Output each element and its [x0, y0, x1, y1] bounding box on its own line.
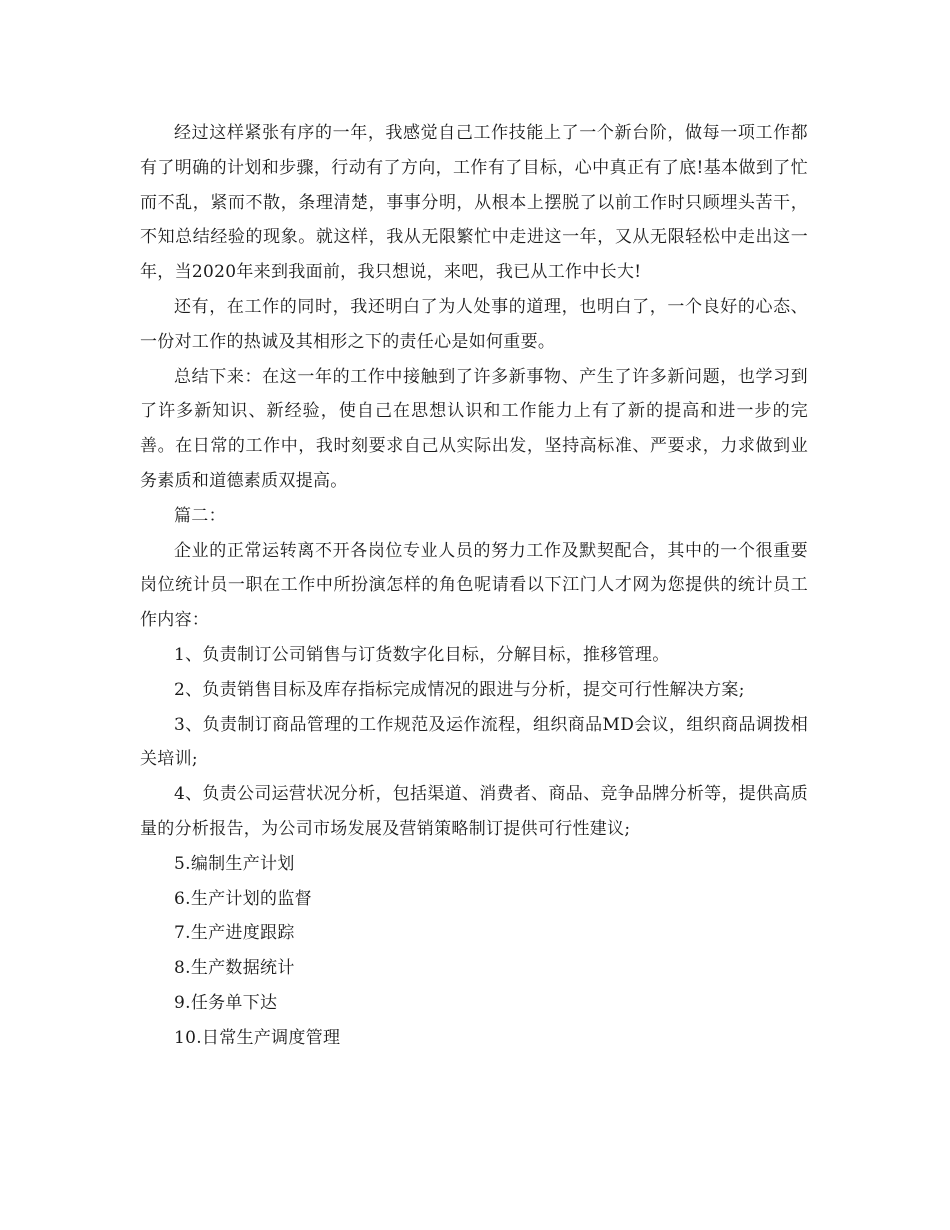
list-item-duty-10: 10.日常生产调度管理 [174, 1027, 341, 1048]
list-item-duty-3: 3、负责制订商品管理的工作规范及运作流程，组织商品MD会议，组织商品调拨相关培训; [140, 714, 808, 770]
paragraph-statistician-intro: 企业的正常运转离不开各岗位专业人员的努力工作及默契配合，其中的一个很重要岗位统计员一职在工作中所扮演怎样的角色呢请看以下江门人才网为您提供的统计员工作内容： [140, 540, 808, 631]
list-item-duty-5: 5.编制生产计划 [174, 853, 295, 874]
list-item-duty-2: 2、负责销售目标及库存指标完成情况的跟进与分析，提交可行性解决方案; [174, 679, 745, 700]
section-heading-part-two: 篇二： [174, 505, 226, 526]
paragraph-summary-growth: 经过这样紧张有序的一年，我感觉自己工作技能上了一个新台阶，做每一项工作都有了明确的计划和步骤，行动有了方向，工作有了目标，心中真正有了底!基本做到了忙而不乱，紧而不散，条理清楚，事事分明，从根本上摆脱了以前工作时只顾埋头苦干，不知总结经验的现象。就这样，我从无限繁忙中走进这一年，又从无限轻松中走出这一年，当2020年来到我面前，我只想说，来吧，我已从工作中长大! [140, 123, 808, 283]
document-page [140, 116, 808, 1056]
paragraph-conclusion: 总结下来：在这一年的工作中接触到了许多新事物、产生了许多新问题，也学习到了许多新知识、新经验，使自己在思想认识和工作能力上有了新的提高和进一步的完善。在日常的工作中，我时刻要求自己从实际出发，坚持高标准、严要求，力求做到业务素质和道德素质双提高。 [140, 366, 808, 491]
list-item-duty-8: 8.生产数据统计 [174, 958, 295, 979]
list-item-duty-4: 4、负责公司运营状况分析，包括渠道、消费者、商品、竞争品牌分析等，提供高质量的分析报告，为公司市场发展及营销策略制订提供可行性建议; [140, 784, 808, 839]
paragraph-attitude: 还有，在工作的同时，我还明白了为人处事的道理，也明白了，一个良好的心态、一份对工作的热诚及其相形之下的责任心是如何重要。 [140, 296, 808, 352]
list-item-duty-1: 1、负责制订公司销售与订货数字化目标，分解目标，推移管理。 [174, 644, 670, 665]
list-item-duty-9: 9.任务单下达 [174, 992, 278, 1013]
list-item-duty-7: 7.生产进度跟踪 [174, 923, 295, 944]
list-item-duty-6: 6.生产计划的监督 [174, 888, 312, 909]
